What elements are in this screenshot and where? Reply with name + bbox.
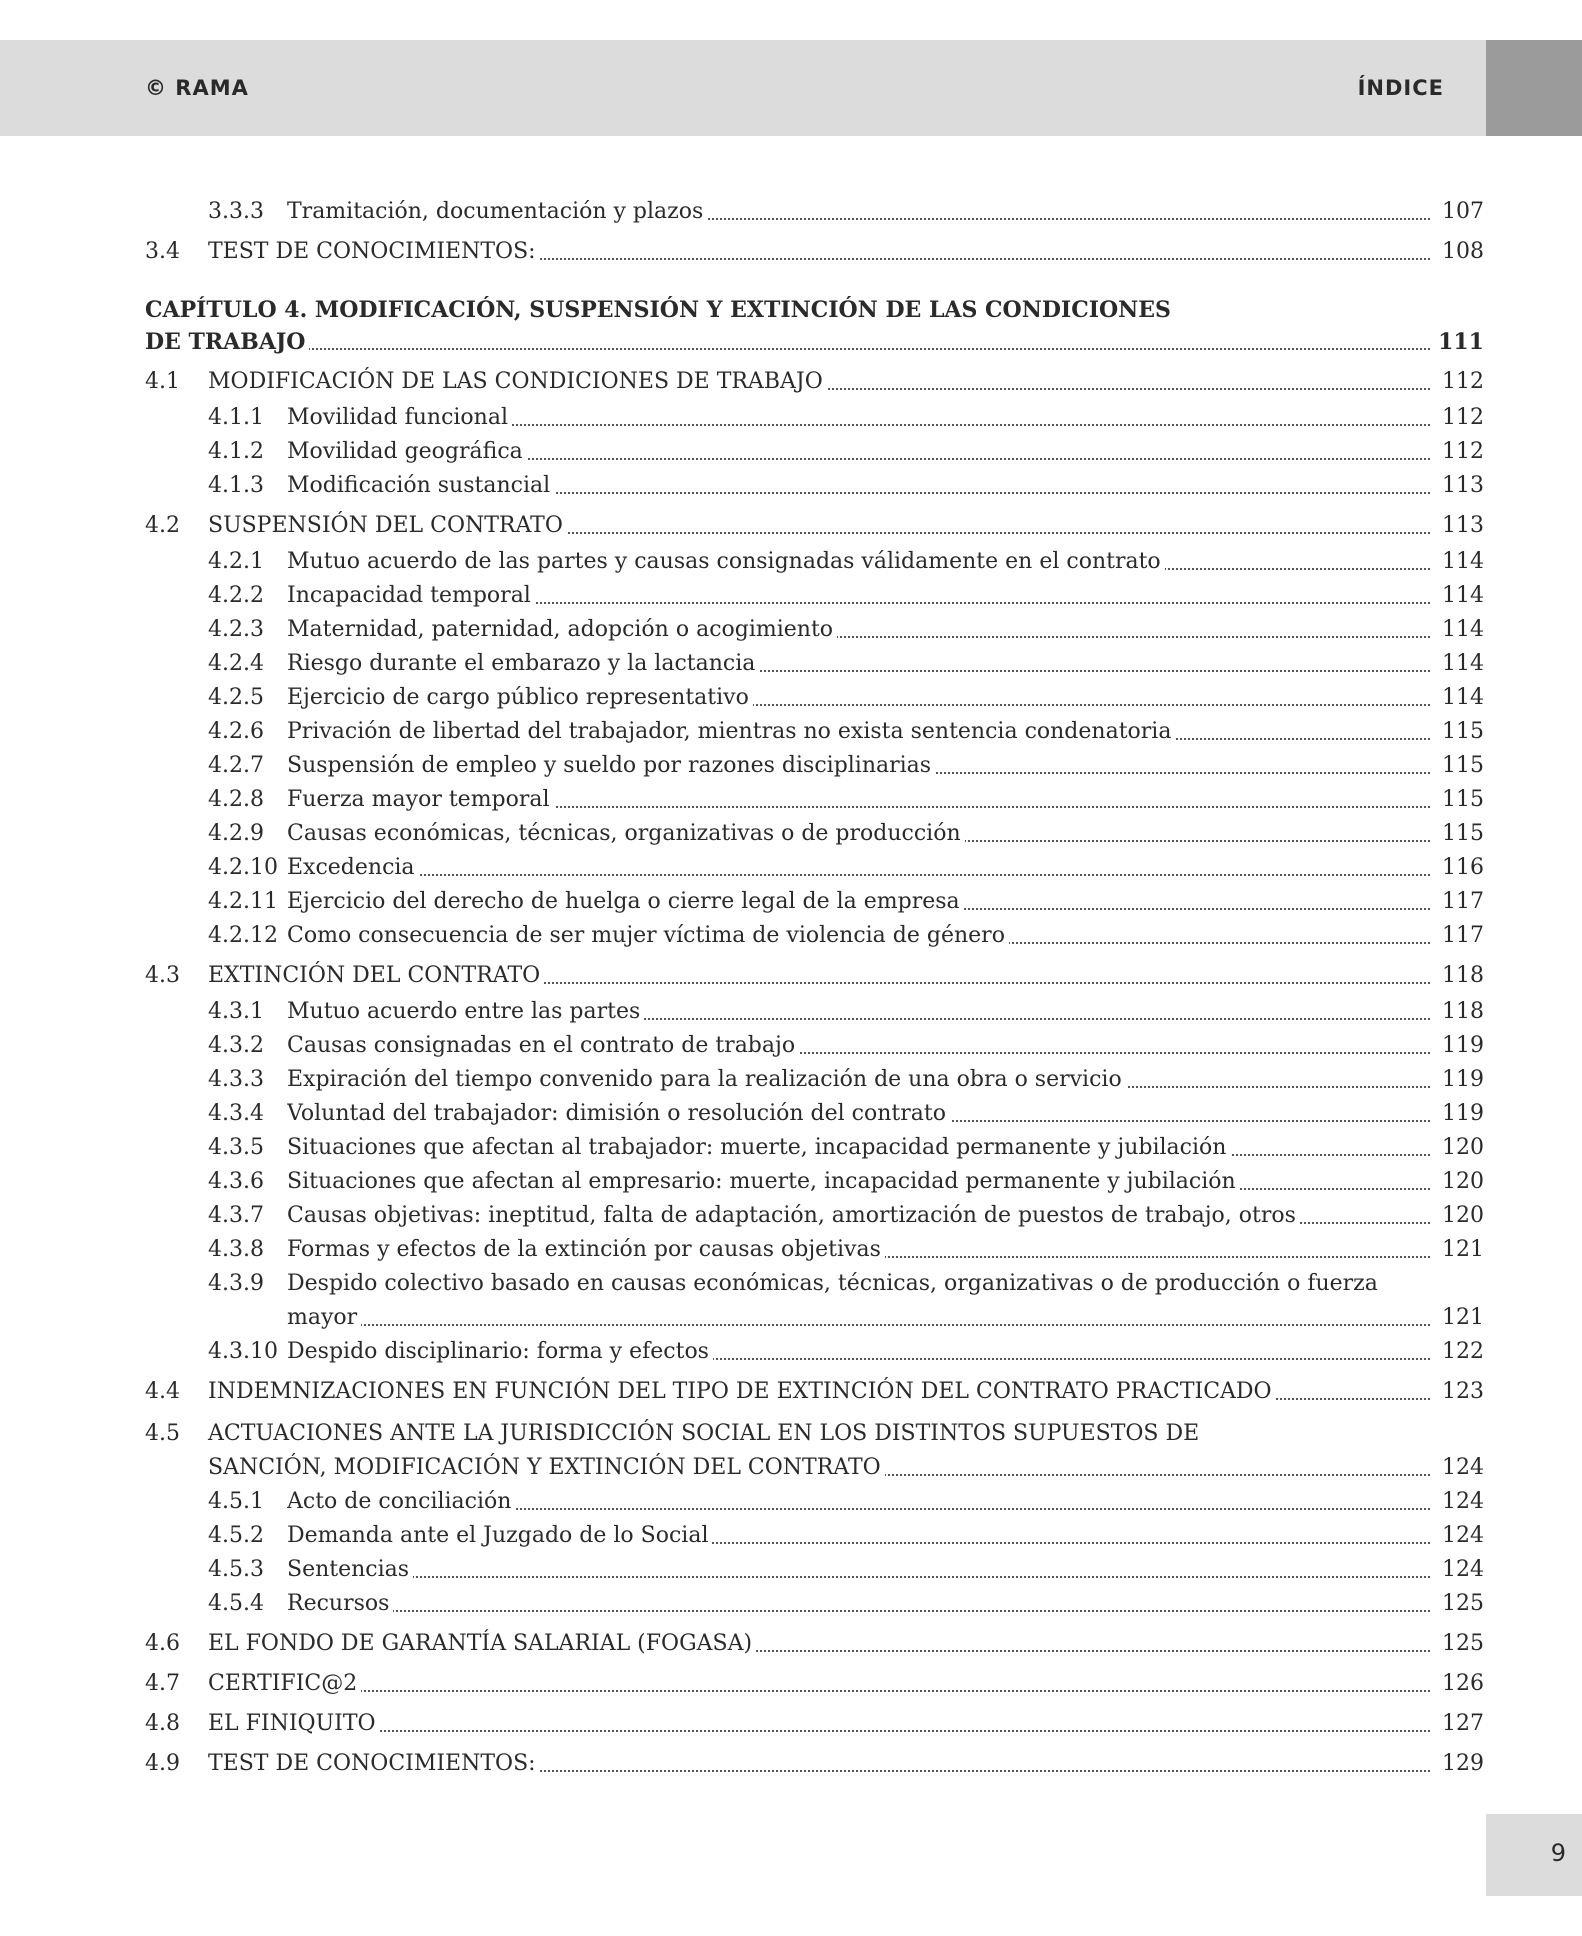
entry-page: 122 bbox=[1442, 1339, 1484, 1364]
entry-title: Privación de libertad del trabajador, mientras no exista sentencia condenatoria bbox=[287, 716, 1434, 748]
entry-number: 4.3.2 bbox=[208, 1033, 264, 1058]
entry-number: 4.3.1 bbox=[208, 999, 264, 1024]
toc-entry[interactable] bbox=[145, 996, 1484, 1028]
entry-number: 4.2.11 bbox=[208, 889, 278, 914]
entry-page: 112 bbox=[1442, 405, 1484, 430]
toc-entry[interactable] bbox=[145, 1668, 1484, 1700]
entry-number: 4.6 bbox=[145, 1631, 180, 1656]
entry-number: 4.5.3 bbox=[208, 1557, 264, 1582]
entry-page: 125 bbox=[1442, 1591, 1484, 1616]
entry-number: 4.3.6 bbox=[208, 1169, 264, 1194]
entry-title: EL FONDO DE GARANTÍA SALARIAL (FOGASA) bbox=[208, 1628, 1434, 1660]
entry-page: 112 bbox=[1442, 369, 1484, 394]
entry-number: 4.2.12 bbox=[208, 923, 278, 948]
toc-entry[interactable] bbox=[145, 1098, 1484, 1130]
chapter-title-cont: DE TRABAJO bbox=[145, 326, 1434, 358]
entry-title: Ejercicio del derecho de huelga o cierre legal de la empresa bbox=[287, 886, 1434, 918]
entry-number: 4.3.4 bbox=[208, 1101, 264, 1126]
entry-page: 123 bbox=[1442, 1379, 1484, 1404]
entry-title: Voluntad del trabajador: dimisión o resolución del contrato bbox=[287, 1098, 1434, 1130]
header-section-title: ÍNDICE bbox=[1357, 76, 1444, 100]
entry-page: 121 bbox=[1442, 1305, 1484, 1330]
entry-title: Como consecuencia de ser mujer víctima de violencia de género bbox=[287, 920, 1434, 952]
entry-number: 3.3.3 bbox=[208, 199, 264, 224]
toc-entry[interactable] bbox=[145, 920, 1484, 952]
toc-entry[interactable] bbox=[145, 1486, 1484, 1518]
entry-title: Movilidad funcional bbox=[287, 402, 1434, 434]
toc-entry[interactable] bbox=[145, 648, 1484, 680]
entry-title-line1[interactable]: ACTUACIONES ANTE LA JURISDICCIÓN SOCIAL EN LOS DISTINTOS SUPUESTOS DE bbox=[208, 1421, 1200, 1446]
entry-number: 4.8 bbox=[145, 1711, 180, 1736]
entry-page: 120 bbox=[1442, 1135, 1484, 1160]
toc-entry[interactable] bbox=[145, 236, 1484, 268]
entry-page: 119 bbox=[1442, 1067, 1484, 1092]
toc-entry[interactable] bbox=[145, 682, 1484, 714]
toc-entry[interactable] bbox=[145, 1628, 1484, 1660]
entry-number: 4.2.5 bbox=[208, 685, 264, 710]
page-number: 9 bbox=[1550, 1839, 1566, 1867]
entry-page: 127 bbox=[1442, 1711, 1484, 1736]
entry-title: CERTIFIC@2 bbox=[208, 1668, 1434, 1700]
toc-entry[interactable] bbox=[145, 818, 1484, 850]
entry-number: 4.2.1 bbox=[208, 549, 264, 574]
entry-number: 4.3.9 bbox=[208, 1271, 264, 1296]
entry-number: 3.4 bbox=[145, 239, 180, 264]
entry-page: 119 bbox=[1442, 1033, 1484, 1058]
toc-entry[interactable] bbox=[145, 196, 1484, 228]
chapter-entry[interactable] bbox=[145, 326, 1484, 358]
toc-entry[interactable] bbox=[145, 784, 1484, 816]
toc-entry[interactable] bbox=[145, 1520, 1484, 1552]
entry-page: 114 bbox=[1442, 583, 1484, 608]
toc-entry[interactable] bbox=[145, 1132, 1484, 1164]
entry-page: 126 bbox=[1442, 1671, 1484, 1696]
entry-title: SUSPENSIÓN DEL CONTRATO bbox=[208, 510, 1434, 542]
entry-number: 4.1 bbox=[145, 369, 180, 394]
toc-entry[interactable] bbox=[145, 852, 1484, 884]
chapter-page: 111 bbox=[1438, 329, 1484, 355]
entry-title: Acto de conciliación bbox=[287, 1486, 1434, 1518]
entry-title: Despido disciplinario: forma y efectos bbox=[287, 1336, 1434, 1368]
toc-entry[interactable] bbox=[145, 614, 1484, 646]
entry-number: 4.3.8 bbox=[208, 1237, 264, 1262]
toc-entry[interactable] bbox=[145, 1588, 1484, 1620]
entry-title: Suspensión de empleo y sueldo por razones disciplinarias bbox=[287, 750, 1434, 782]
entry-title: EXTINCIÓN DEL CONTRATO bbox=[208, 960, 1434, 992]
entry-number: 4.4 bbox=[145, 1379, 180, 1404]
toc-entry[interactable] bbox=[145, 510, 1484, 542]
toc-entry[interactable] bbox=[145, 366, 1484, 398]
entry-title: Movilidad geográfica bbox=[287, 436, 1434, 468]
entry-number: 4.2 bbox=[145, 513, 180, 538]
toc-entry[interactable] bbox=[145, 1748, 1484, 1780]
entry-page: 129 bbox=[1442, 1751, 1484, 1776]
entry-number: 4.3.5 bbox=[208, 1135, 264, 1160]
entry-title: Modificación sustancial bbox=[287, 470, 1434, 502]
entry-page: 116 bbox=[1442, 855, 1484, 880]
entry-title: Ejercicio de cargo público representativo bbox=[287, 682, 1434, 714]
entry-number: 4.3.7 bbox=[208, 1203, 264, 1228]
entry-page: 115 bbox=[1442, 787, 1484, 812]
entry-page: 124 bbox=[1442, 1489, 1484, 1514]
entry-page: 117 bbox=[1442, 889, 1484, 914]
entry-page: 119 bbox=[1442, 1101, 1484, 1126]
toc-entry[interactable] bbox=[145, 1452, 1484, 1484]
toc-entry[interactable] bbox=[145, 1064, 1484, 1096]
entry-title: Situaciones que afectan al empresario: muerte, incapacidad permanente y jubilación bbox=[287, 1166, 1434, 1198]
entry-page: 118 bbox=[1442, 999, 1484, 1024]
entry-number: 4.2.9 bbox=[208, 821, 264, 846]
entry-page: 114 bbox=[1442, 651, 1484, 676]
entry-title: Situaciones que afectan al trabajador: muerte, incapacidad permanente y jubilación bbox=[287, 1132, 1434, 1164]
entry-title: Causas económicas, técnicas, organizativas o de producción bbox=[287, 818, 1434, 850]
entry-title: SANCIÓN, MODIFICACIÓN Y EXTINCIÓN DEL CONTRATO bbox=[208, 1452, 1434, 1484]
toc-entry[interactable] bbox=[145, 1234, 1484, 1266]
toc-entry[interactable] bbox=[145, 436, 1484, 468]
entry-number: 4.5.1 bbox=[208, 1489, 264, 1514]
toc-entry[interactable] bbox=[145, 960, 1484, 992]
entry-page: 114 bbox=[1442, 685, 1484, 710]
toc-entry[interactable] bbox=[145, 1336, 1484, 1368]
entry-number: 4.5.2 bbox=[208, 1523, 264, 1548]
entry-page: 118 bbox=[1442, 963, 1484, 988]
entry-page: 120 bbox=[1442, 1203, 1484, 1228]
entry-title: Riesgo durante el embarazo y la lactancia bbox=[287, 648, 1434, 680]
entry-number: 4.2.3 bbox=[208, 617, 264, 642]
entry-title: Fuerza mayor temporal bbox=[287, 784, 1434, 816]
entry-title: Causas objetivas: ineptitud, falta de adaptación, amortización de puestos de trabajo, otros bbox=[287, 1200, 1434, 1232]
toc-entry[interactable] bbox=[145, 1708, 1484, 1740]
entry-page: 112 bbox=[1442, 439, 1484, 464]
toc-entry[interactable] bbox=[145, 1376, 1484, 1408]
entry-title: Recursos bbox=[287, 1588, 1434, 1620]
toc-entry[interactable] bbox=[145, 1302, 1484, 1334]
entry-title: TEST DE CONOCIMIENTOS: bbox=[208, 236, 1434, 268]
header-publisher: © RAMA bbox=[145, 76, 249, 100]
toc-entry[interactable] bbox=[145, 750, 1484, 782]
entry-title: Mutuo acuerdo de las partes y causas consignadas válidamente en el contrato bbox=[287, 546, 1434, 578]
entry-page: 113 bbox=[1442, 473, 1484, 498]
entry-page: 114 bbox=[1442, 549, 1484, 574]
entry-title: INDEMNIZACIONES EN FUNCIÓN DEL TIPO DE EXTINCIÓN DEL CONTRATO PRACTICADO bbox=[208, 1376, 1434, 1408]
toc-entry[interactable] bbox=[145, 716, 1484, 748]
entry-number: 4.3.10 bbox=[208, 1339, 278, 1364]
toc-entry[interactable] bbox=[145, 402, 1484, 434]
entry-title: Mutuo acuerdo entre las partes bbox=[287, 996, 1434, 1028]
entry-title: Incapacidad temporal bbox=[287, 580, 1434, 612]
entry-page: 114 bbox=[1442, 617, 1484, 642]
entry-number: 4.5.4 bbox=[208, 1591, 264, 1616]
toc-entry[interactable] bbox=[145, 886, 1484, 918]
toc-entry[interactable] bbox=[145, 546, 1484, 578]
entry-title: EL FINIQUITO bbox=[208, 1708, 1434, 1740]
entry-title: TEST DE CONOCIMIENTOS: bbox=[208, 1748, 1434, 1780]
entry-number: 4.7 bbox=[145, 1671, 180, 1696]
entry-number: 4.2.4 bbox=[208, 651, 264, 676]
entry-title: mayor bbox=[287, 1302, 1434, 1334]
entry-title: Excedencia bbox=[287, 852, 1434, 884]
entry-page: 120 bbox=[1442, 1169, 1484, 1194]
entry-title: Expiración del tiempo convenido para la realización de una obra o servicio bbox=[287, 1064, 1434, 1096]
entry-page: 113 bbox=[1442, 513, 1484, 538]
entry-title: MODIFICACIÓN DE LAS CONDICIONES DE TRABAJO bbox=[208, 366, 1434, 398]
entry-page: 107 bbox=[1442, 199, 1484, 224]
entry-page: 124 bbox=[1442, 1523, 1484, 1548]
entry-number: 4.3 bbox=[145, 963, 180, 988]
entry-number: 4.2.10 bbox=[208, 855, 278, 880]
entry-title: Formas y efectos de la extinción por causas objetivas bbox=[287, 1234, 1434, 1266]
toc-entry[interactable] bbox=[145, 1200, 1484, 1232]
toc-entry[interactable] bbox=[145, 470, 1484, 502]
toc-entry[interactable] bbox=[145, 1030, 1484, 1062]
entry-page: 108 bbox=[1442, 239, 1484, 264]
chapter-title[interactable]: CAPÍTULO 4. MODIFICACIÓN, SUSPENSIÓN Y EXTINCIÓN DE LAS CONDICIONES bbox=[145, 297, 1171, 323]
entry-title: Causas consignadas en el contrato de trabajo bbox=[287, 1030, 1434, 1062]
entry-page: 125 bbox=[1442, 1631, 1484, 1656]
entry-title: Demanda ante el Juzgado de lo Social bbox=[287, 1520, 1434, 1552]
entry-number: 4.1.2 bbox=[208, 439, 264, 464]
entry-page: 115 bbox=[1442, 719, 1484, 744]
toc-entry[interactable] bbox=[145, 1166, 1484, 1198]
toc-entry[interactable] bbox=[145, 1554, 1484, 1586]
entry-page: 124 bbox=[1442, 1557, 1484, 1582]
toc-entry[interactable] bbox=[145, 580, 1484, 612]
entry-title: Sentencias bbox=[287, 1554, 1434, 1586]
entry-number: 4.3.3 bbox=[208, 1067, 264, 1092]
entry-title: Maternidad, paternidad, adopción o acogimiento bbox=[287, 614, 1434, 646]
entry-number: 4.9 bbox=[145, 1751, 180, 1776]
entry-number: 4.2.8 bbox=[208, 787, 264, 812]
entry-page: 121 bbox=[1442, 1237, 1484, 1262]
entry-page: 124 bbox=[1442, 1455, 1484, 1480]
entry-number: 4.1.1 bbox=[208, 405, 264, 430]
entry-title-line1[interactable]: Despido colectivo basado en causas económicas, técnicas, organizativas o de producción o fuerza bbox=[287, 1271, 1378, 1296]
entry-page: 115 bbox=[1442, 753, 1484, 778]
entry-page: 115 bbox=[1442, 821, 1484, 846]
entry-number: 4.5 bbox=[145, 1421, 180, 1446]
entry-number: 4.2.2 bbox=[208, 583, 264, 608]
entry-number: 4.2.7 bbox=[208, 753, 264, 778]
entry-number: 4.1.3 bbox=[208, 473, 264, 498]
entry-title: Tramitación, documentación y plazos bbox=[287, 196, 1434, 228]
entry-number: 4.2.6 bbox=[208, 719, 264, 744]
entry-page: 117 bbox=[1442, 923, 1484, 948]
